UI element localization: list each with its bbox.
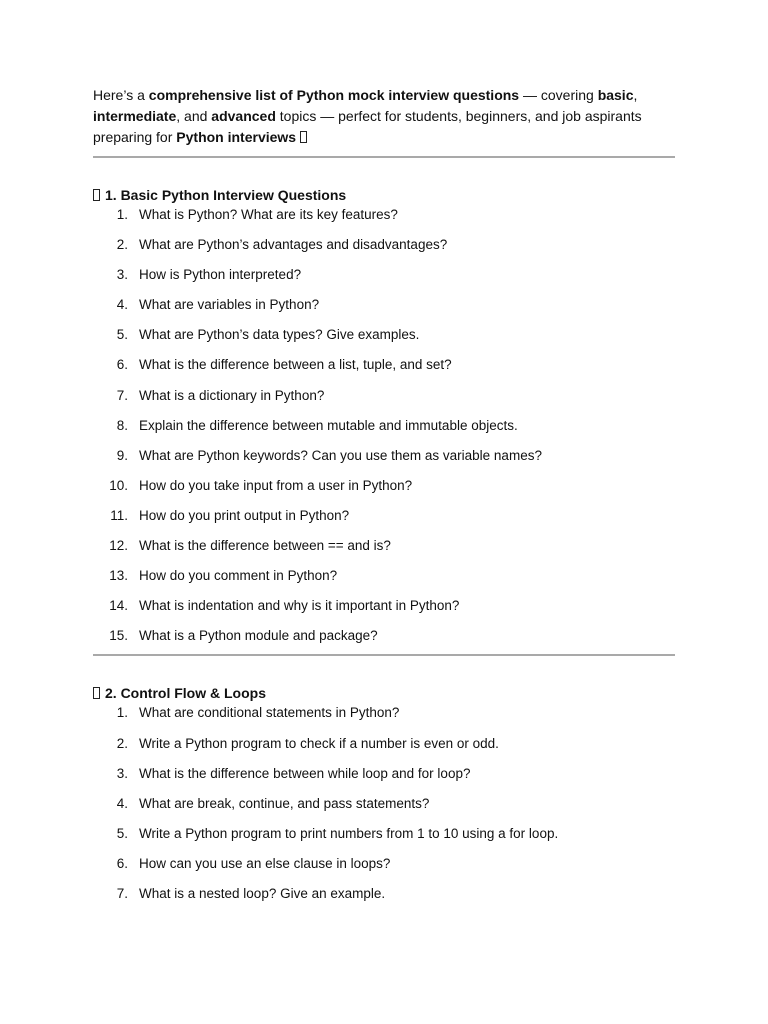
item-number: 4. <box>116 297 128 313</box>
item-number: 2. <box>116 735 128 751</box>
item-number: 15. <box>109 628 128 644</box>
list-item <box>93 596 675 626</box>
list-item <box>93 824 675 854</box>
intro-bold-2: basic <box>597 87 634 103</box>
missing-emoji-icon <box>93 687 100 699</box>
item-text: How can you use an else clause in loops? <box>139 855 391 871</box>
item-text: What is Python? What are its key features? <box>139 207 398 222</box>
missing-emoji-icon <box>300 131 307 143</box>
item-text: What is the difference between while loop and for loop? <box>139 765 471 781</box>
item-text: What is the difference between == and is? <box>139 538 391 554</box>
item-text: What is indentation and why is it important in Python? <box>139 598 460 614</box>
item-number: 7. <box>116 885 128 901</box>
basic-questions-list <box>93 205 675 656</box>
list-item <box>93 703 675 733</box>
item-number: 13. <box>109 568 128 584</box>
document-page <box>93 85 675 914</box>
list-item <box>93 506 675 536</box>
intro-text-3: , <box>633 87 638 103</box>
item-text: How do you comment in Python? <box>139 568 338 584</box>
intro-bold-5: Python interviews <box>176 129 297 145</box>
item-number: 3. <box>116 267 128 283</box>
item-text: How is Python interpreted? <box>139 267 302 283</box>
section-heading-control-flow <box>93 683 675 703</box>
item-number: 12. <box>109 538 128 554</box>
list-item <box>93 265 675 295</box>
section-heading-text: 1. Basic Python Interview Questions <box>105 187 347 203</box>
list-item <box>93 734 675 764</box>
item-number: 10. <box>109 477 128 493</box>
item-text: Explain the difference between mutable and immutable objects. <box>139 417 518 433</box>
item-text: What are break, continue, and pass statements? <box>139 795 430 811</box>
section-heading-basic <box>93 185 675 205</box>
item-number: 1. <box>116 705 128 721</box>
item-text: What is a dictionary in Python? <box>139 387 325 403</box>
list-item <box>93 626 675 656</box>
item-text: Write a Python program to check if a number is even or odd. <box>139 735 499 751</box>
item-text: How do you print output in Python? <box>139 507 350 523</box>
item-text: What are variables in Python? <box>139 297 320 313</box>
item-number: 6. <box>116 357 128 373</box>
list-item <box>93 476 675 506</box>
item-number: 5. <box>116 825 128 841</box>
item-text: Write a Python program to print numbers from 1 to 10 using a for loop. <box>139 825 559 841</box>
list-item <box>93 566 675 596</box>
list-item <box>93 325 675 355</box>
list-item <box>93 446 675 476</box>
intro-bold-1: comprehensive list of Python mock interview questions <box>148 87 520 103</box>
intro-text-4: , and <box>176 108 212 124</box>
horizontal-divider <box>93 156 675 158</box>
intro-bold-4: advanced <box>211 108 276 124</box>
section-heading-text: 2. Control Flow & Loops <box>105 685 266 702</box>
list-item <box>93 884 675 914</box>
item-number: 14. <box>109 598 128 614</box>
item-text: What are Python’s advantages and disadvantages? <box>139 237 448 253</box>
item-text: What are Python’s data types? Give examples. <box>139 327 420 343</box>
item-number: 11. <box>110 507 128 523</box>
list-item <box>93 295 675 325</box>
missing-emoji-icon <box>93 189 100 201</box>
intro-text-2: — covering <box>519 87 598 103</box>
list-item <box>93 416 675 446</box>
item-text: How do you take input from a user in Python? <box>139 477 413 493</box>
item-number: 6. <box>116 855 128 871</box>
control-flow-questions-list <box>93 703 675 914</box>
intro-text-1: Here’s a <box>93 87 149 103</box>
item-number: 9. <box>116 447 128 463</box>
intro-bold-3: intermediate <box>93 108 177 124</box>
list-item <box>93 355 675 385</box>
item-number: 4. <box>116 795 128 811</box>
item-number: 7. <box>116 387 128 403</box>
list-item <box>93 386 675 416</box>
item-number: 8. <box>116 417 128 433</box>
item-number: 2. <box>116 237 128 253</box>
list-item <box>93 764 675 794</box>
item-text: What is a nested loop? Give an example. <box>139 885 386 901</box>
item-text: What is the difference between a list, tuple, and set? <box>139 357 452 373</box>
intro-text-5: topics — perfect for students, beginners, and job aspirants preparing for <box>93 108 642 145</box>
item-number: 3. <box>116 765 128 781</box>
item-text: What are conditional statements in Python? <box>139 705 400 721</box>
item-text: What are Python keywords? Can you use them as variable names? <box>139 447 542 463</box>
intro-paragraph <box>93 85 675 148</box>
list-item <box>93 794 675 824</box>
list-item <box>93 854 675 884</box>
list-item <box>93 235 675 265</box>
list-item <box>93 205 675 235</box>
item-number: 5. <box>116 327 128 343</box>
item-number: 1. <box>116 207 128 222</box>
item-text: What is a Python module and package? <box>139 628 378 644</box>
list-item <box>93 536 675 566</box>
